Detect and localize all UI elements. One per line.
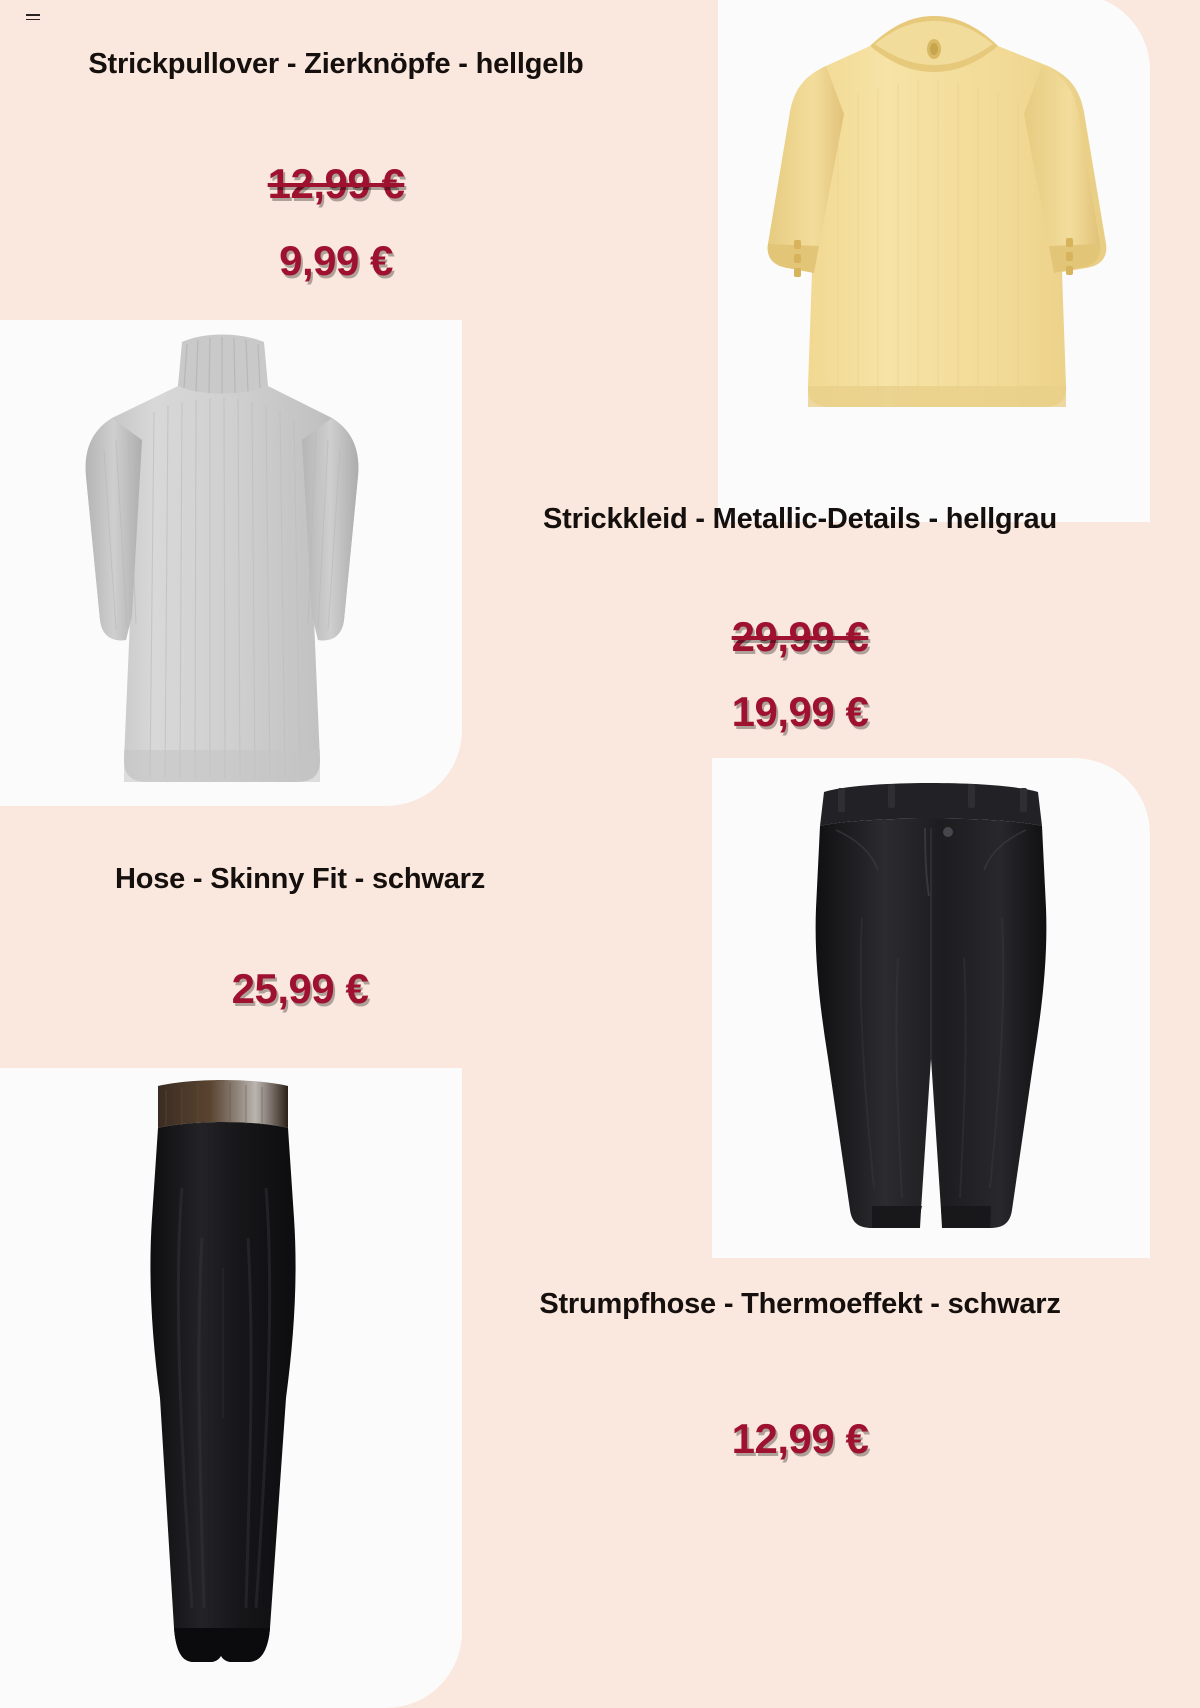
product-new-price-sweater: 9,99 € <box>279 237 393 284</box>
product-title-sweater: Strickpullover - Zierknöpfe - hellgelb <box>88 48 584 80</box>
product-title-knit-dress: Strickkleid - Metallic-Details - hellgrau <box>543 503 1057 535</box>
product-image-knit-dress[interactable] <box>0 320 462 806</box>
product-new-price-tights: 12,99 € <box>731 1415 869 1462</box>
product-new-price-trousers: 25,99 € <box>231 965 369 1012</box>
menu-icon[interactable] <box>26 14 40 22</box>
product-image-tights[interactable] <box>0 1068 462 1708</box>
product-title-tights: Strumpfhose - Thermoeffekt - schwarz <box>539 1288 1061 1320</box>
product-new-price-knit-dress: 19,99 € <box>731 688 869 735</box>
product-old-price-knit-dress: 29,99 € <box>731 613 869 660</box>
light-grey-knit-dress-illustration <box>0 320 462 806</box>
menu-icon-bar <box>26 14 40 16</box>
menu-icon-bar <box>26 19 40 21</box>
product-old-price-sweater: 12,99 € <box>267 160 405 207</box>
product-image-trousers[interactable] <box>712 758 1150 1258</box>
black-thermo-tights-illustration <box>0 1068 462 1708</box>
product-title-trousers: Hose - Skinny Fit - schwarz <box>114 863 486 895</box>
black-skinny-trousers-illustration <box>712 758 1150 1258</box>
yellow-knit-sweater-illustration <box>718 0 1150 522</box>
product-image-sweater[interactable] <box>718 0 1150 522</box>
